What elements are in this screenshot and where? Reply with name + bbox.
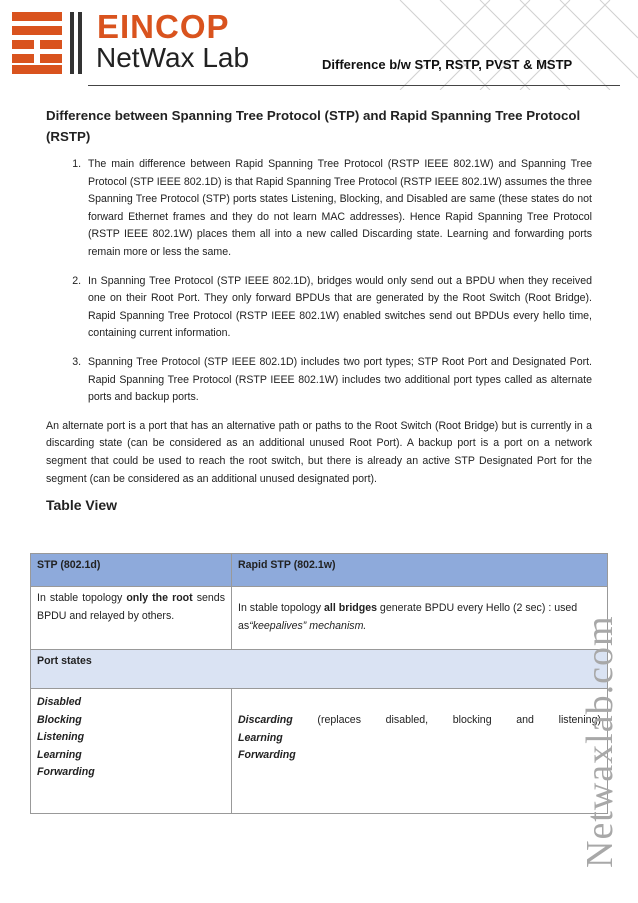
stp-states-cell — [31, 689, 232, 814]
cell-text: generate BPDU every Hello (2 sec) : used as — [238, 602, 578, 632]
cell-text: (replaces disabled, blocking and listening) — [292, 714, 601, 726]
state-item: Disabled — [37, 696, 82, 708]
watermark: Netwaxlab.com — [579, 615, 621, 868]
state-item: Forwarding — [37, 766, 95, 779]
rstp-bpdu-cell — [232, 587, 608, 650]
main-content — [46, 105, 592, 521]
table-row — [31, 689, 608, 814]
state-item: Listening — [37, 731, 85, 744]
port-states-row — [31, 650, 608, 689]
state-item: Learning — [238, 731, 283, 744]
discarding-line — [238, 712, 601, 730]
comparison-table — [30, 553, 608, 814]
difference-list — [46, 156, 592, 407]
header-decoration — [380, 0, 638, 90]
port-states-label: Port states — [31, 650, 608, 689]
cell-italic: “keepalives” mechanism. — [249, 620, 367, 632]
list-item: 1. The main difference between Rapid Spanning Tree Protocol (RSTP IEEE 802.1W) and Spanning Tree Protocol (STP IEEE 802.1D) is that Rapid Spanning Tree Protocol (RSTP IEEE 802.1W) assumes the three Spanning Tree Protocol (STP) ports states Listening, Blocking, and Disabled are same (these states do not forward Ethernet frames and they do not learn MAC addresses). Hence Rapid Spanning Tree Protocol (RSTP IEEE 802.1W) places them all into a new called Discarding state. Learning and forwarding ports remain more or less the same. — [84, 156, 592, 262]
eincop-logo — [12, 12, 84, 74]
table-header-row — [31, 554, 608, 587]
rstp-column-header: Rapid STP (802.1w) — [232, 554, 608, 587]
brand-name: EINCOP — [97, 8, 230, 45]
section-heading: Difference between Spanning Tree Protocol (STP) and Rapid Spanning Tree Protocol (RSTP) — [46, 108, 581, 144]
alternate-port-paragraph: An alternate port is a port that has an alternative path or paths to the Root Switch (Root Bridge) but is currently in a discarding state (can be considered as an additional unused Root Port). A backup port is a port on a network segment that could be used to reach the root switch, but there is already an active STP Designated Port for the segment (can be considered as an additional unused designated port). — [46, 419, 592, 485]
list-item: 2. In Spanning Tree Protocol (STP IEEE 802.1D), bridges would only send out a BPDU when they received one on their Root Port. They only forward BPDUs that are generated by the Root Switch (Root Bridge). Rapid Spanning Tree Protocol (RSTP IEEE 802.1W) enabled switches send out BPDUs every hello time, containing current information. — [84, 273, 592, 343]
state-item: Learning — [37, 748, 82, 761]
rstp-states-cell — [232, 689, 608, 814]
cell-text: In stable topology — [238, 602, 324, 615]
state-item: Forwarding — [238, 749, 296, 762]
cell-text: In stable topology — [37, 592, 127, 604]
list-item: 3. Spanning Tree Protocol (STP IEEE 802.1D) includes two port types; STP Root Port and Designated Port. Rapid Spanning Tree Protocol (RSTP IEEE 802.1W) includes two additional port types called as alternate ports and backup ports. — [84, 354, 592, 407]
cell-text: sends BPDU and relayed by others. — [37, 592, 225, 622]
stp-column-header: STP (802.1d) — [31, 554, 232, 587]
cell-emphasis: all bridges — [324, 602, 377, 615]
stp-bpdu-cell — [31, 587, 232, 650]
header-title: Difference b/w STP, RSTP, PVST & MSTP — [322, 57, 573, 72]
state-item: Blocking — [37, 713, 82, 726]
cell-emphasis: only the root — [126, 592, 193, 604]
table-view-heading: Table View — [46, 497, 118, 514]
header-divider — [88, 85, 620, 86]
brand-subtitle: NetWax Lab — [96, 42, 250, 73]
state-item: Discarding — [238, 714, 293, 726]
table-row — [31, 587, 608, 650]
